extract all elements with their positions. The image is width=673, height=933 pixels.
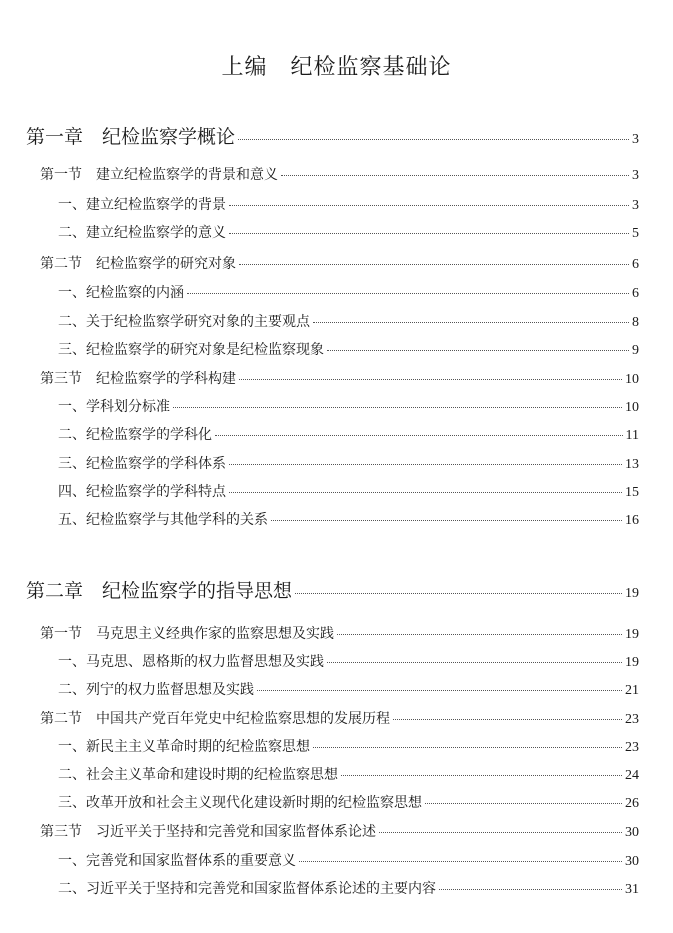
toc-label: 二、纪检监察学的学科化 [58, 427, 212, 443]
dot-leader [187, 293, 629, 294]
dot-leader [379, 832, 622, 833]
toc-label: 第一节 马克思主义经典作家的监察思想及实践 [40, 626, 334, 642]
dot-leader [215, 435, 623, 436]
toc-page-number: 9 [632, 343, 639, 358]
toc-item [58, 396, 639, 416]
toc-label: 二、习近平关于坚持和完善党和国家监督体系论述的主要内容 [58, 881, 436, 897]
toc-item [58, 339, 639, 359]
toc-page-number: 23 [625, 712, 639, 727]
dot-leader [173, 407, 622, 408]
toc-page-number: 10 [625, 400, 639, 415]
toc-item [58, 481, 639, 501]
dot-leader [313, 747, 622, 748]
toc-page-number: 3 [632, 198, 639, 213]
toc-label: 三、纪检监察学的研究对象是纪检监察现象 [58, 342, 324, 358]
toc-label: 第二节 纪检监察学的研究对象 [40, 256, 236, 272]
toc-label: 三、改革开放和社会主义现代化建设新时期的纪检监察思想 [58, 795, 422, 811]
toc-section [40, 708, 639, 728]
toc-item [58, 792, 639, 812]
toc-item [58, 736, 639, 756]
toc-label: 二、列宁的权力监督思想及实践 [58, 682, 254, 698]
toc-item [58, 764, 639, 784]
toc-label: 第三节 纪检监察学的学科构建 [40, 371, 236, 387]
dot-leader [425, 803, 622, 804]
toc-item [58, 424, 639, 444]
dot-leader [239, 379, 622, 380]
toc-item [58, 194, 639, 214]
toc-page-number: 19 [625, 586, 639, 601]
dot-leader [238, 139, 629, 140]
toc-page-number: 3 [632, 132, 639, 147]
toc-label: 一、完善党和国家监督体系的重要意义 [58, 853, 296, 869]
toc-label: 第一节 建立纪检监察学的背景和意义 [40, 167, 278, 183]
toc-section [40, 821, 639, 841]
toc-section [40, 368, 639, 388]
toc-page-number: 19 [625, 627, 639, 642]
toc-page-number: 3 [632, 168, 639, 183]
toc-page-number: 30 [625, 854, 639, 869]
toc-page-number: 13 [625, 457, 639, 472]
toc-label: 二、社会主义革命和建设时期的纪检监察思想 [58, 767, 338, 783]
dot-leader [299, 861, 622, 862]
toc-item [58, 282, 639, 302]
dot-leader [229, 492, 622, 493]
toc-label: 一、新民主主义革命时期的纪检监察思想 [58, 739, 310, 755]
toc-label: 一、马克思、恩格斯的权力监督思想及实践 [58, 654, 324, 670]
toc-item [58, 850, 639, 870]
dot-leader [229, 205, 629, 206]
toc-label: 一、纪检监察的内涵 [58, 285, 184, 301]
dot-leader [313, 322, 629, 323]
toc-label: 二、建立纪检监察学的意义 [58, 225, 226, 241]
toc-page-number: 21 [625, 683, 639, 698]
toc-page-number: 26 [625, 796, 639, 811]
toc-page-number: 11 [625, 428, 639, 443]
toc-item [58, 509, 639, 529]
toc-page-number: 5 [632, 226, 639, 241]
toc-item [58, 222, 639, 242]
toc-label: 三、纪检监察学的学科体系 [58, 456, 226, 472]
toc-label: 四、纪检监察学的学科特点 [58, 484, 226, 500]
toc-chapter [26, 576, 639, 603]
dot-leader [229, 233, 629, 234]
toc-page-number: 24 [625, 768, 639, 783]
toc-label: 第二章 纪检监察学的指导思想 [26, 580, 293, 602]
toc-item [58, 311, 639, 331]
dot-leader [295, 593, 622, 594]
toc-item [58, 878, 639, 898]
toc-section [40, 164, 639, 184]
dot-leader [229, 464, 622, 465]
toc-label: 第一章 纪检监察学概论 [26, 126, 236, 148]
toc-page-number: 31 [625, 882, 639, 897]
toc-page-number: 6 [632, 286, 639, 301]
dot-leader [341, 775, 622, 776]
toc-page-number: 8 [632, 315, 639, 330]
toc-page-number: 15 [625, 485, 639, 500]
toc-section [40, 623, 639, 643]
toc-label: 五、纪检监察学与其他学科的关系 [58, 512, 268, 528]
dot-leader [257, 690, 622, 691]
dot-leader [327, 662, 622, 663]
toc-label: 第二节 中国共产党百年党史中纪检监察思想的发展历程 [40, 711, 390, 727]
toc-page-number: 19 [625, 655, 639, 670]
toc-label: 第三节 习近平关于坚持和完善党和国家监督体系论述 [40, 824, 376, 840]
toc-item [58, 679, 639, 699]
toc-page-number: 16 [625, 513, 639, 528]
toc-label: 一、学科划分标准 [58, 399, 170, 415]
dot-leader [337, 634, 622, 635]
toc-chapter [26, 122, 639, 149]
toc-section [40, 253, 639, 273]
toc-page-number: 10 [625, 372, 639, 387]
dot-leader [239, 264, 629, 265]
dot-leader [439, 889, 622, 890]
toc-item [58, 453, 639, 473]
toc-page-number: 23 [625, 740, 639, 755]
dot-leader [393, 719, 622, 720]
toc-page-number: 6 [632, 257, 639, 272]
part-title: 上编 纪检监察基础论 [221, 55, 452, 80]
toc-label: 二、关于纪检监察学研究对象的主要观点 [58, 314, 310, 330]
toc-page-number: 30 [625, 825, 639, 840]
dot-leader [281, 175, 629, 176]
dot-leader [271, 520, 622, 521]
toc-item [58, 651, 639, 671]
dot-leader [327, 350, 629, 351]
toc-label: 一、建立纪检监察学的背景 [58, 197, 226, 213]
